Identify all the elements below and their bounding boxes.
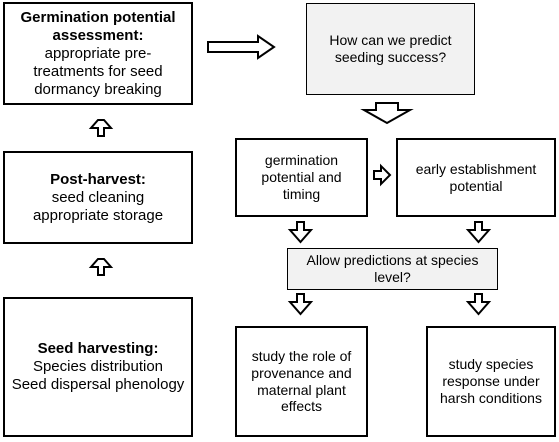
question-box <box>306 3 475 95</box>
post-harvest-line1: seed cleaning <box>51 188 145 206</box>
seed-harvesting-line1: Species distribution <box>32 358 164 375</box>
arrow-down-icon <box>468 222 489 242</box>
provenance-box <box>235 326 368 437</box>
seed-harvesting-line2: Seed dispersal phenology <box>11 376 185 393</box>
arrow-up-icon <box>91 120 111 136</box>
germination-timing-box <box>235 138 368 217</box>
post-harvest-line2: appropriate storage <box>32 206 164 224</box>
harsh-conditions-text: study species response under harsh conditions <box>440 356 542 406</box>
arrow-right-icon <box>374 166 390 184</box>
question-text: How can we predict seeding success? <box>329 32 452 65</box>
early-establishment-box <box>396 138 556 217</box>
post-harvest-box <box>3 151 193 244</box>
harsh-conditions-box <box>426 326 556 437</box>
arrow-down-icon <box>364 103 410 123</box>
germination-assessment-box <box>3 2 193 105</box>
arrow-right-icon <box>208 36 274 58</box>
seed-harvesting-box <box>3 297 193 437</box>
species-level-box <box>287 248 498 290</box>
arrow-down-icon <box>468 294 489 314</box>
post-harvest-title: Post-harvest: <box>50 170 146 188</box>
arrow-up-icon <box>91 259 111 275</box>
germination-timing-text: germination potential and timing <box>261 152 342 202</box>
seed-harvesting-title: Seed harvesting: <box>37 340 159 357</box>
arrow-down-icon <box>290 294 311 314</box>
species-level-text: Allow predictions at species level? <box>306 252 479 285</box>
germination-assessment-title: Germination potential assessment: <box>20 8 176 44</box>
germination-assessment-body: appropriate pre-treatments for seed dormancy breaking <box>33 44 163 98</box>
provenance-text: study the role of provenance and maternal plant effects <box>251 347 352 415</box>
arrow-down-icon <box>290 222 311 242</box>
early-establishment-text: early establishment potential <box>415 160 537 194</box>
